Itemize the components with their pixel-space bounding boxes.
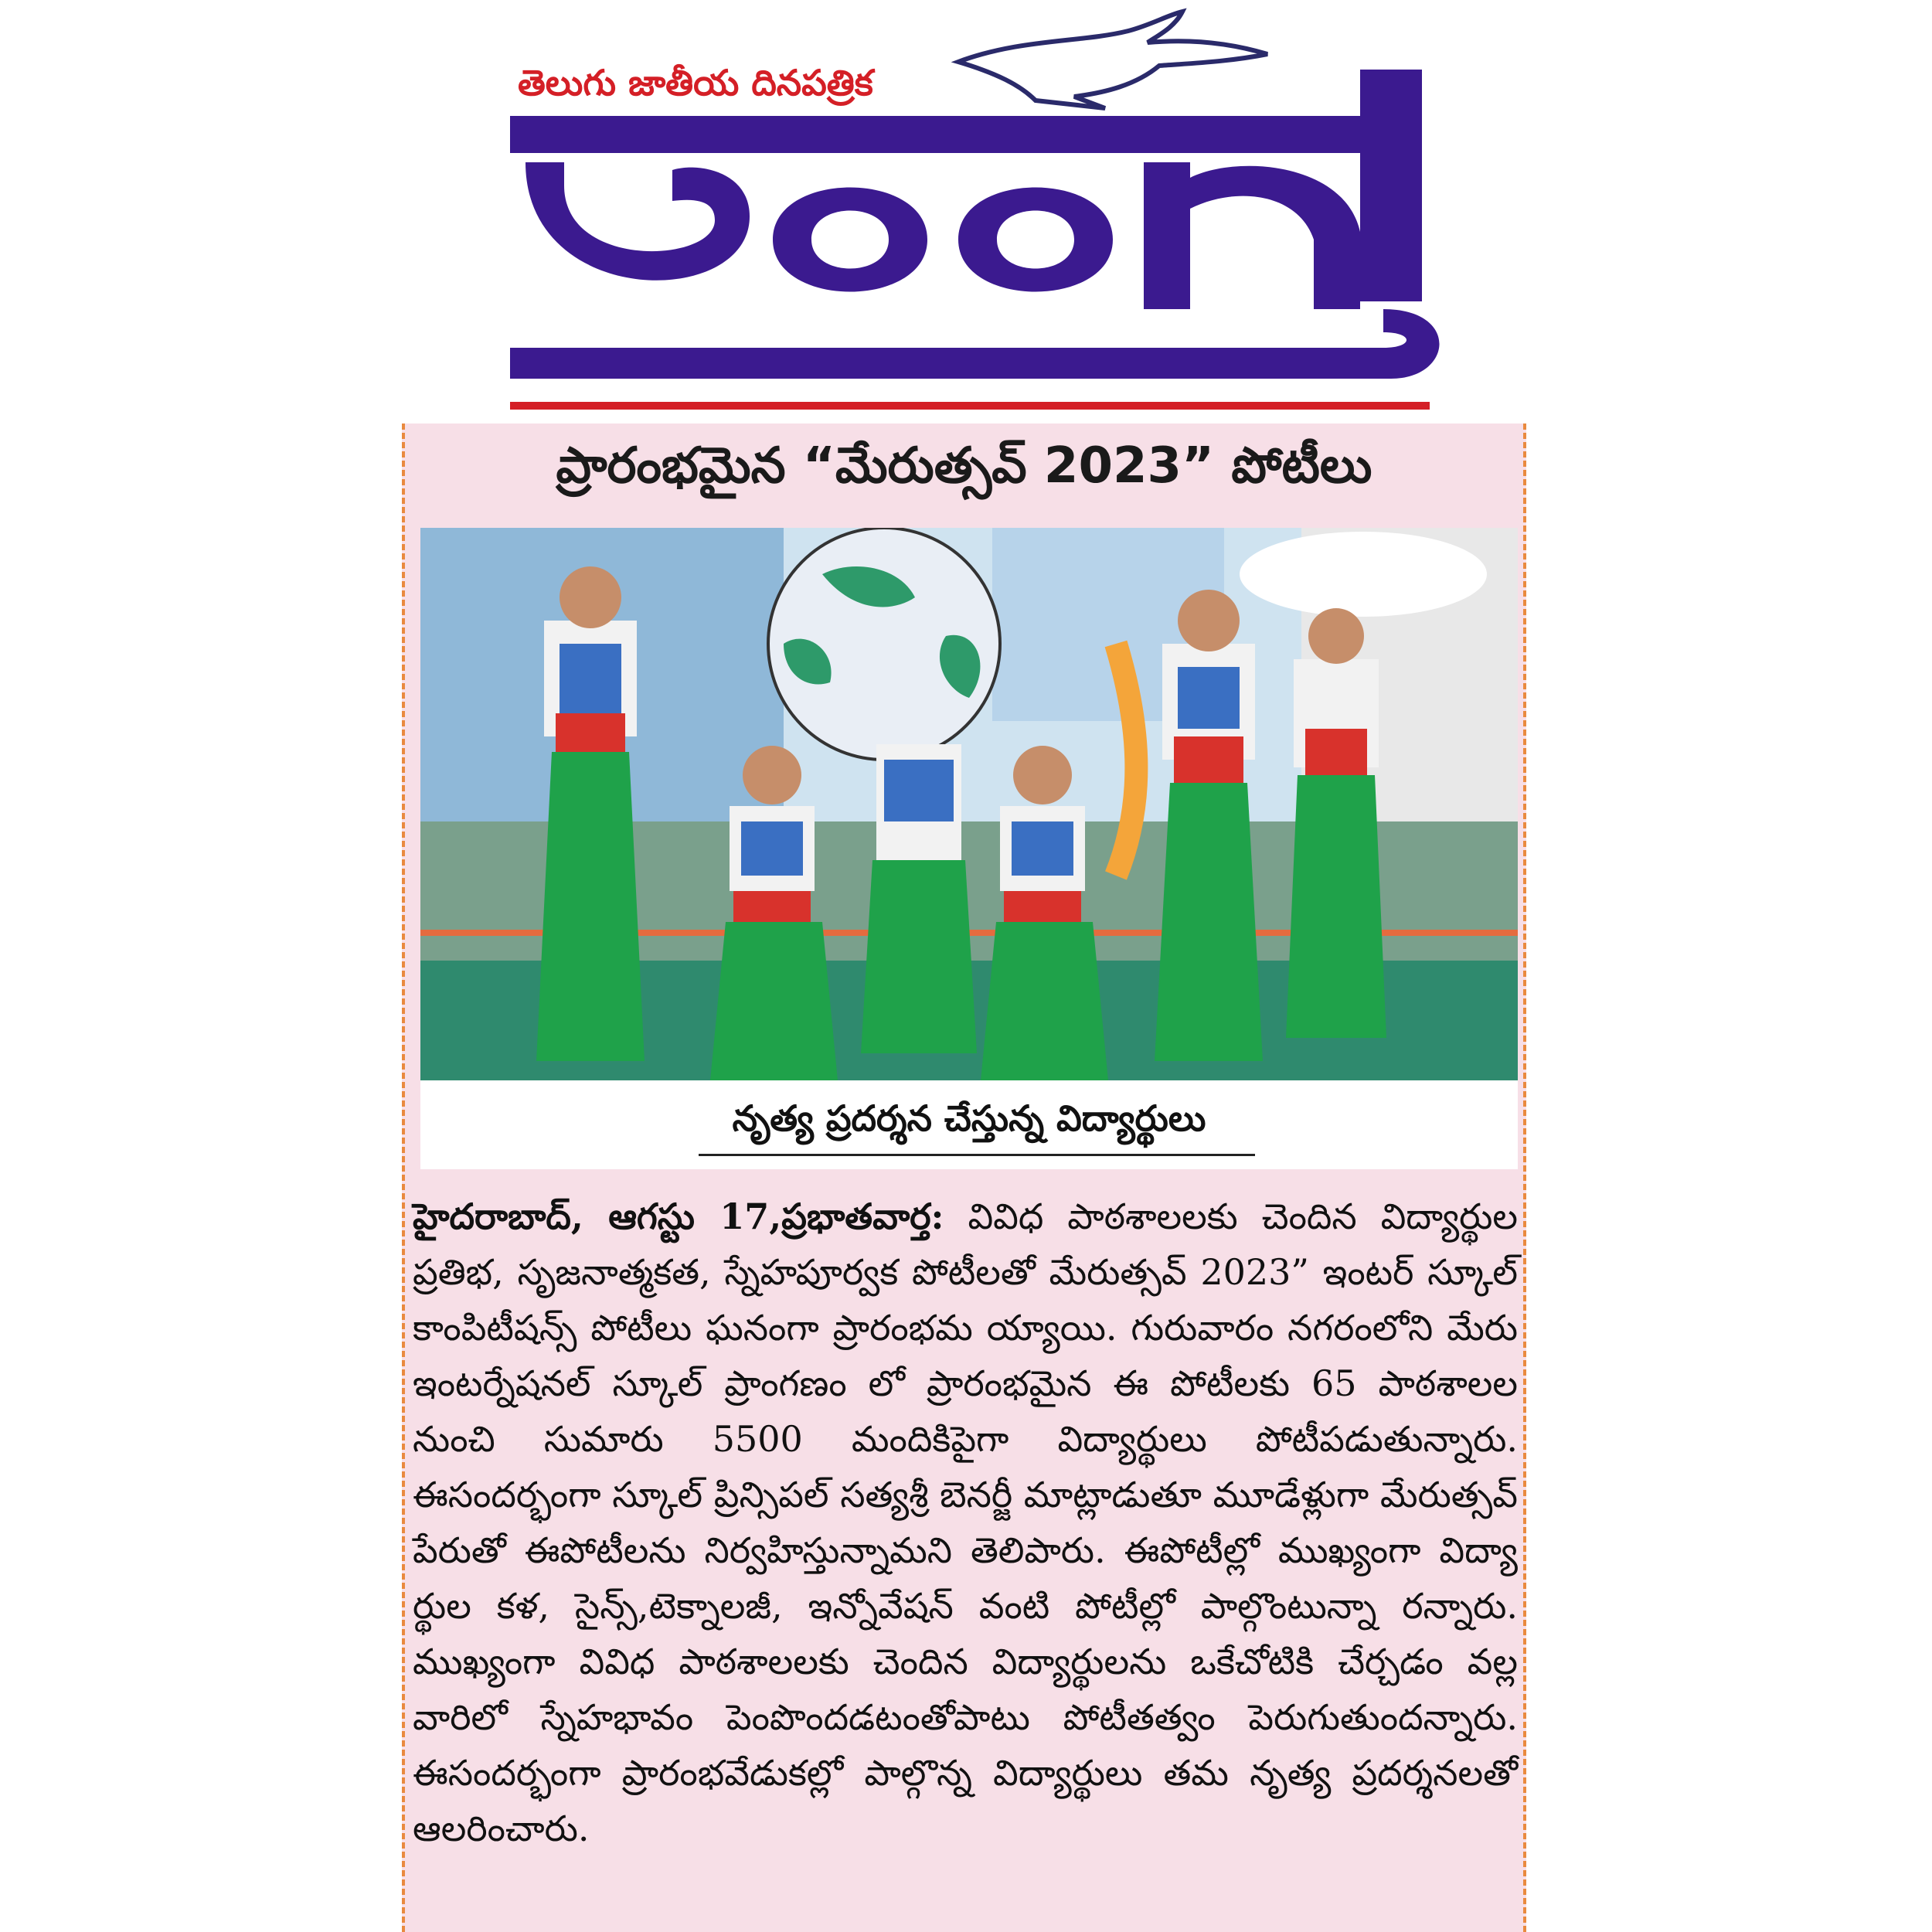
caption-box: [420, 1080, 1518, 1169]
article-photo: [420, 528, 1518, 1080]
dove-icon: [958, 12, 1267, 108]
caption-underline: [699, 1154, 1255, 1156]
article-dateline: హైదరాబాద్, ఆగస్టు 17,ప్రభాతవార్త:: [413, 1196, 944, 1237]
masthead: [495, 8, 1461, 425]
headline: ప్రారంభమైన “మేరుత్సవ్ 2023” పోటీలు: [556, 437, 1372, 495]
masthead-red-rule: [510, 402, 1430, 410]
dancers-photo: [420, 528, 1518, 1080]
masthead-name: [495, 100, 1453, 101]
article-text: వివిధ పాఠశాలలకు చెందిన విద్యార్థుల ప్రతిభ, సృజనాత్మకత, స్నేహపూర్వక పోటీలతో మేరుత్సవ్ 2023” ఇంటర్ స్కూల్ కాంపిటీషన్స్ పోటీలు ఘనంగా ప్రారంభమ య్యాయి. గురువారం నగరంలోని మేరు ఇంటర్నేషనల్ స్కూల్ ప్రాంగణం లో ప్రారంభమైన ఈ పోటీలకు 65 పాఠశాలల నుంచి సుమారు 5500 మందికిపైగా విద్యార్థులు పోటీపడుతున్నారు. ఈసందర్భంగా స్కూల్ ప్రిన్సిపల్ సత్యశ్రీ బెనర్జీ మాట్లాడుతూ మూడేళ్లుగా మేరుత్సవ్ పేరుతో ఈపోటీలను నిర్వహిస్తున్నామని తెలిపారు. ఈపోటీల్లో ముఖ్యంగా విద్యా ర్థుల కళ, సైన్స్,టెక్నాలజీ, ఇన్నోవేషన్ వంటి పోటీల్లో పాల్గొంటున్నా రన్నారు. ముఖ్యంగా వివిధ పాఠశాలలకు చెందిన విద్యార్థులను ఒకేచోటికి చేర్చడం వల్ల వారిలో స్నేహభావం పెంపొందడటంతోపాటు పోటీతత్వం పెరుగుతుందన్నారు. ఈసందర్భంగా ప్రారంభవేడుకల్లో పాల్గొన్న విద్యార్థులు తమ నృత్య ప్రదర్శనలతో ఆలరించారు.: [413, 1196, 1518, 1849]
photo-caption: నృత్య ప్రదర్శన చేస్తున్న విద్యార్థులు: [732, 1097, 1206, 1139]
masthead-lettering: [510, 70, 1440, 379]
article-body: [413, 1189, 1518, 1856]
news-clipping: [402, 423, 1526, 1932]
masthead-tagline: తెలుగు జాతీయ దినపత్రిక: [518, 62, 873, 104]
